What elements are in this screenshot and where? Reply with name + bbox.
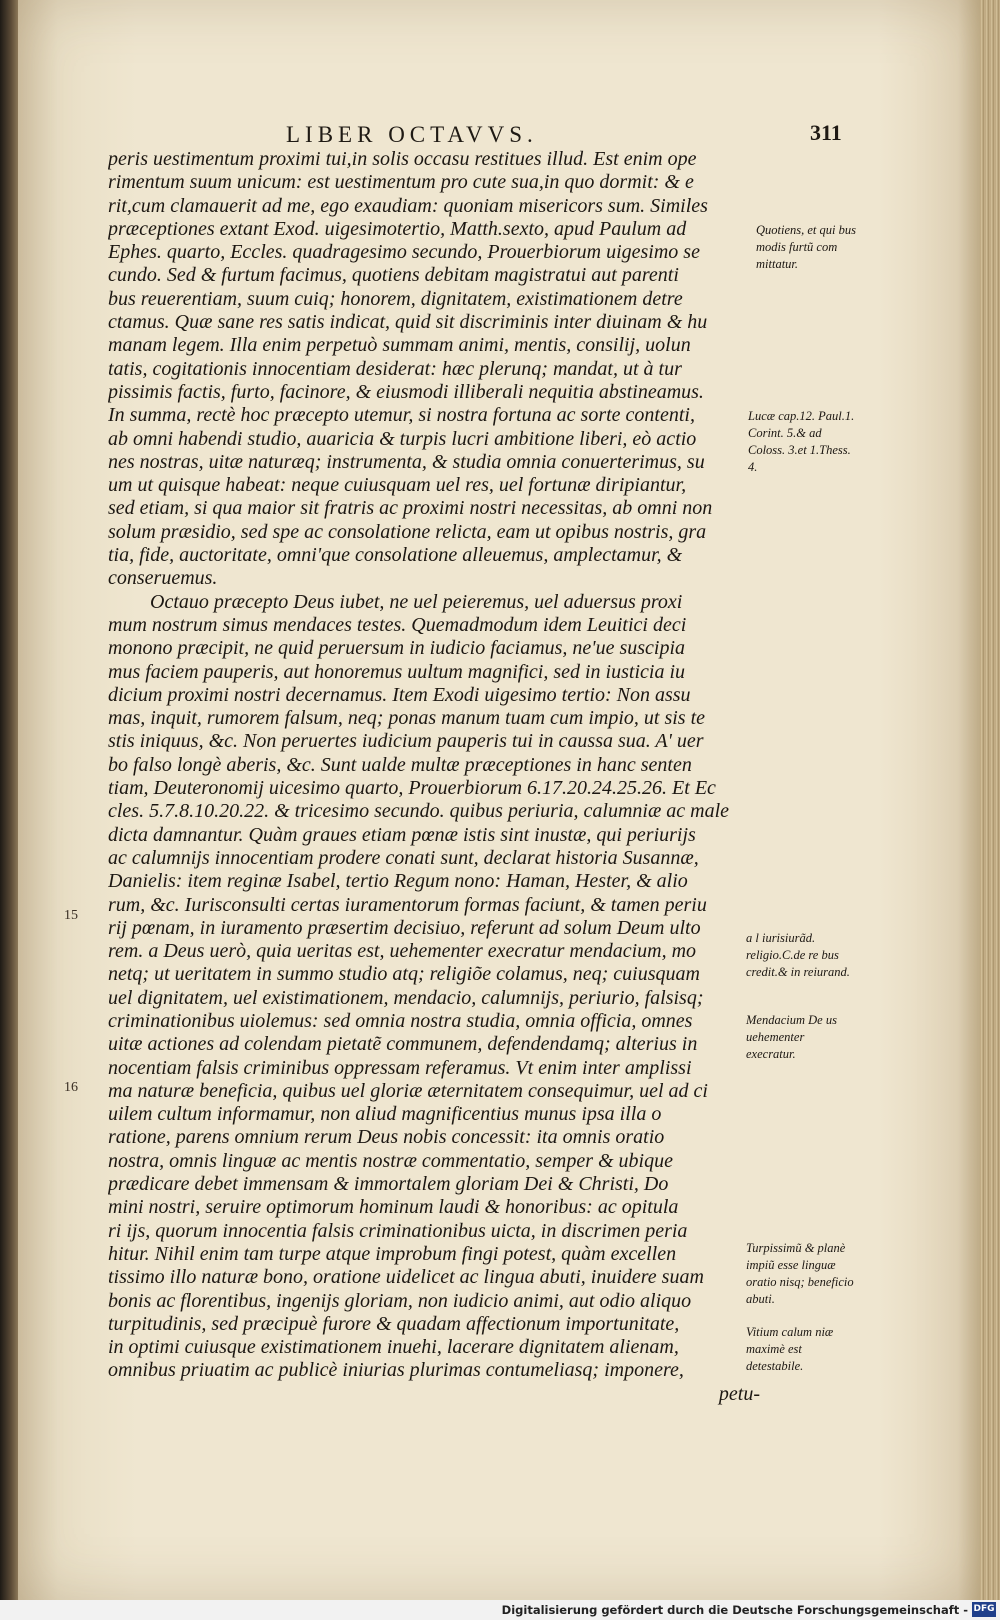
text-line: criminationibus uiolemus: sed omnia nostra studia, omnia officia, omnes [108,1009,693,1032]
text-line: ri ijs, quorum innocentia falsis criminationibus uicta, in discrimen peria [108,1219,688,1242]
text-line: mum nostrum simus mendaces testes. Quemadmodum idem Leuitici deci [108,613,687,636]
text-line: sed etiam, si qua maior sit fratris ac proximi nostri necessitas, ab omni non [108,497,713,520]
text-line: nostra, omnis linguæ ac mentis nostræ commentatio, semper & ubique [108,1149,673,1172]
text-line: rum, &c. Iurisconsulti certas iuramentorum formas faciunt, & tamen periu [108,893,707,916]
margin-note-mendacium: Mendacium De us uehementer execratur. [746,1013,837,1061]
text-line: monono præcipit, ne quid peruersum in iudicio faciamus, ne'ue suscipia [108,637,686,660]
text-line: dicium proximi nostri decernamus. Item Exodi uigesimo tertio: Non assu [108,683,691,706]
text-line: hitur. Nihil enim tam turpe atque improbum fingi potest, quàm excellen [108,1242,677,1265]
text-line: ma naturæ beneficia, quibus uel gloriæ æternitatem consequimur, uel ad ci [108,1079,708,1102]
margin-note-calumnia: Vitium calum niæ maximè est detestabile. [746,1325,834,1373]
text-line: netq; ut ueritatem in summo studio atq; religiõe colamus, neq; cuiusquam [108,963,700,986]
text-line: bo falso longè aberis, &c. Sunt ualde multæ præceptiones in hanc senten [108,753,692,776]
text-line: rem. a Deus uerò, quia ueritas est, uehementer execratur mendacium, mo [108,940,697,963]
scan-left-edge [0,0,18,1620]
text-line: turpitudinis, sed præcipuè furore & quadam affectionum importunitate, [108,1312,680,1335]
text-line: Ephes. quarto, Eccles. quadragesimo secundo, Prouerbiorum uigesimo se [108,241,700,264]
text-line: Octauo præcepto Deus iubet, ne uel peieremus, uel aduersus proxi [150,590,683,613]
text-line: nes nostras, uitæ naturæq; instrumenta, & studia omnia conuerterimus, su [108,450,705,473]
text-line: mas, inquit, rumorem falsum, neq; ponas manum tuam cum impio, ut sis te [108,707,706,730]
margin-note-references: Lucæ cap.12. Paul.1. Corint. 5.& ad Coloss. 3.et 1.Thess. 4. [748,409,855,474]
text-line: uilem cultum informamur, non aliud magnificentius munus ipsa illa o [108,1103,662,1126]
text-line: prædicare debet immensam & immortalem gloriam Dei & Christi, Do [108,1173,669,1196]
footer-bar [0,1600,1000,1620]
running-head: LIBER OCTAVVS. [286,122,538,147]
text-line: ctamus. Quæ sane res satis indicat, quid sit discriminis inter diuinam & hu [108,311,708,334]
page-stack-edge [980,0,1000,1620]
text-line: peris uestimentum proximi tui,in solis occasu restitues illud. Est enim ope [108,148,697,170]
text-line: cundo. Sed & furtum facimus, quotiens debitam magistratui aut parenti [108,264,679,287]
text-line: um ut quisque habeat: neque cuiusquam uel res, uel fortunæ diripiantur, [108,474,687,497]
text-line: uitæ actiones ad colendam pietatẽ communem, defendendamq; alterius in [108,1033,698,1056]
text-line: ab omni habendi studio, auaricia & turpis lucri ambitione liberi, eò actio [108,427,697,450]
text-line: manam legem. Illa enim perpetuò summam animi, mentis, consilij, uolun [108,334,691,357]
text-line: petu- [718,1382,760,1405]
text-line: in optimi cuiusque existimationem inuehi, lacerare dignitatem alienam, [108,1336,679,1359]
line-number-15: 15 [64,908,78,923]
text-line: tissimo illo naturæ bono, oratione uidelicet ac lingua abuti, inuidere suam [108,1266,704,1289]
margin-note-furtum: Quotiens, et qui bus modis furtũ com mittatur. [756,223,856,271]
line-number-16: 16 [64,1080,78,1095]
text-line: tia, fide, auctoritate, omni'que consolatione alleuemus, amplectamur, & [108,544,683,567]
text-line: dicta damnantur. Quàm graues etiam pœnæ istis sint inustæ, qui periurijs [108,823,696,846]
text-line: rit,cum clamauerit ad me, ego exaudiam: quoniam misericors sum. Similes [108,194,708,217]
text-line: bonis ac florentibus, ingenijs gloriam, non iudicio animi, aut odio aliquo [108,1289,692,1312]
margin-note-iusiurandum: a l iurisiurãd. religio.C.de re bus credit.& in reiurand. [746,931,850,979]
margin-note-turpissimum: Turpissimũ & planè impiũ esse linguæ oratio nisq; beneficio abuti. [746,1241,854,1306]
footer-credit: Digitalisierung gefördert durch die Deutsche Forschungsgemeinschaft - [501,1603,968,1617]
text-line: rij pœnam, in iuramento præsertim decisiuo, referunt ad solum Deum ulto [108,916,701,939]
text-line: rimentum suum unicum: est uestimentum pro cute sua,in quo dormit: & e [108,171,694,194]
main-text-block [108,148,760,1406]
text-line: pissimis factis, furto, facinore, & eiusmodi illiberali nequitia abstineamus. [108,380,704,403]
text-line: ac calumnijs innocentiam prodere conati sunt, declarat historia Susannæ, [108,846,699,869]
text-line: uel dignitatem, uel existimationem, mendacio, calumnijs, periurio, falsisq; [108,986,704,1009]
text-line: nocentiam falsis criminibus oppressam referamus. Vt enim inter amplissi [108,1056,692,1079]
text-line: ratione, parens omnium rerum Deus nobis concessit: ita omnis oratio [108,1126,665,1149]
text-line: tiam, Deuteronomij uicesimo quarto, Prouerbiorum 6.17.20.24.25.26. Et Ec [108,777,716,800]
text-line: Danielis: item reginæ Isabel, tertio Regum nono: Haman, Hester, & alio [108,870,688,893]
page-number: 311 [810,120,842,145]
text-line: tatis, cogitationis innocentiam desiderat: hæc plerunq; mandat, ut à tur [108,357,682,380]
text-line: cles. 5.7.8.10.20.22. & tricesimo secundo. quibus periuria, calumniæ ac male [108,800,730,823]
text-line: In summa, rectè hoc præcepto utemur, si nostra fortuna ac sorte contenti, [108,404,695,427]
text-line: omnibus priuatim ac publicè iniurias plurimas contumeliasq; imponere, [108,1359,684,1382]
dfg-logo: DFG [972,1602,996,1617]
text-line: mini nostri, seruire optimorum hominum laudi & honoribus: ac opitula [108,1196,679,1219]
text-line: conseruemus. [108,567,218,590]
text-line: stis iniquus, &c. Non peruertes iudicium pauperis tui in caussa sua. A' uer [108,730,704,753]
text-line: mus faciem pauperis, aut honoremus uultum magnifici, sed in iusticia iu [108,660,686,683]
text-line: solum præsidio, sed spe ac consolatione relicta, eam ut opibus nostris, gra [108,520,707,543]
text-line: bus reuerentiam, suum cuiq; honorem, dignitatem, existimationem detre [108,287,683,310]
book-page [18,0,980,1600]
text-line: præceptiones extant Exod. uigesimotertio, Matth.sexto, apud Paulum ad [108,217,687,240]
